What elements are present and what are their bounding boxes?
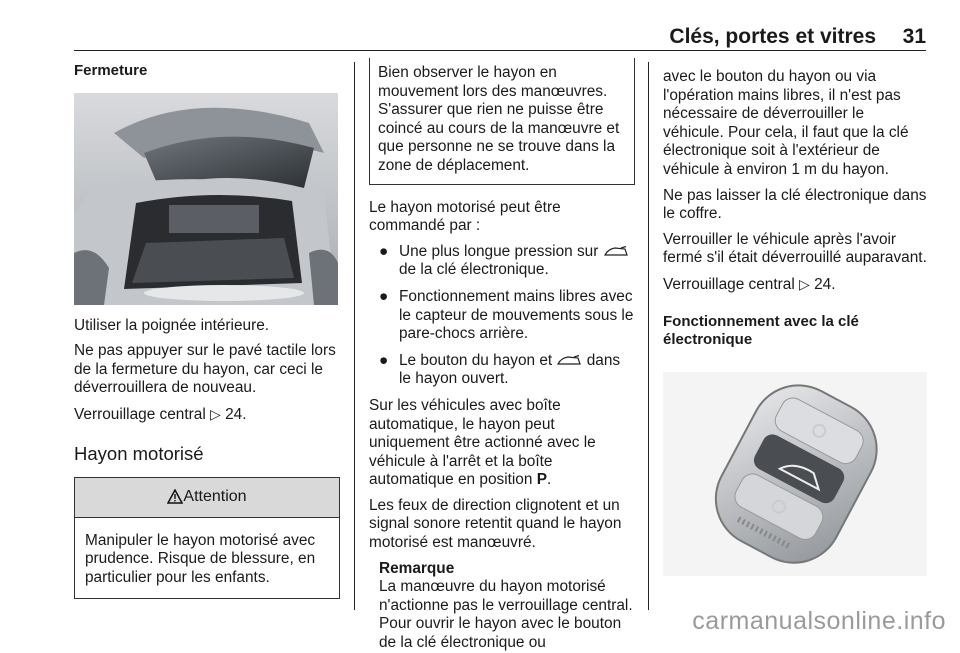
warning-header: [75, 477, 339, 518]
column-3: [663, 68, 929, 576]
note-text: La manœuvre du hayon motorisé n'actionne pas le verrouillage central. Pour ouvrir le hayon avec le bouton de la clé électronique ou: [379, 578, 633, 652]
column-divider: [648, 62, 649, 610]
warning-box: [74, 477, 340, 598]
warning-triangle-icon: [167, 489, 183, 504]
bullet-icon: ●: [379, 287, 389, 305]
note-block: [369, 560, 635, 653]
column-1: [74, 62, 340, 599]
warning-title: Attention: [183, 488, 247, 506]
section-subhead: Fermeture: [74, 62, 148, 79]
cross-reference: Verrouillage central ▷ 24.: [74, 405, 247, 423]
note-title: Remarque: [379, 559, 455, 577]
paragraph: Le hayon motorisé peut être commandé par :: [369, 198, 561, 235]
paragraph: Sur les véhicules avec boîte automatique, le hayon peut uniquement être actionné avec le véhicule à l'arrêt et la boîte automatique en position P.: [369, 396, 596, 489]
trunk-open-photo: [74, 93, 338, 305]
bullet-icon: ●: [379, 351, 389, 369]
section-subhead: Fonctionnement avec la clé électronique: [663, 312, 859, 349]
tailgate-icon: [603, 246, 629, 258]
page-ref-arrow-icon: ▷: [210, 405, 221, 422]
electronic-key-photo: [663, 372, 927, 576]
page-number: 31: [902, 25, 926, 48]
paragraph: Verrouiller le véhicule après l'avoir fermé s'il était déverrouillé auparavant.: [663, 230, 927, 267]
page-header: [74, 20, 926, 51]
chapter-title: Clés, portes et vitres: [669, 25, 876, 48]
bullet-list: [369, 243, 635, 389]
paragraph: Ne pas laisser la clé électronique dans le coffre.: [663, 186, 927, 223]
paragraph: avec le bouton du hayon ou via l'opération mains libres, il n'est pas nécessaire de déverrouiller le véhicule. Pour cela, il faut que la clé électronique soit à l'extérieur de véhicule à environ 1 m du hayon.: [663, 68, 909, 178]
paragraph: Les feux de direction clignotent et un signal sonore retentit quand le hayon motorisé est manœuvré.: [369, 496, 622, 552]
bullet-icon: ●: [379, 242, 389, 260]
column-2: [369, 62, 635, 653]
cross-reference: Verrouillage central ▷ 24.: [663, 275, 836, 293]
page-ref-arrow-icon: ▷: [799, 275, 810, 292]
section-heading: Hayon motorisé: [74, 442, 204, 464]
watermark: carmanualsonline.info: [692, 607, 946, 635]
trunk-illustration: [74, 93, 338, 305]
column-divider: [354, 62, 355, 610]
warning-box-continued: Bien observer le hayon en mouvement lors des manœuvres. S'assurer que rien ne puisse être coincé au cours de la manœuvre et que personne ne se trouve dans la zone de déplacement.: [369, 58, 635, 185]
tailgate-icon: [556, 355, 582, 367]
key-fob-illustration: [663, 372, 927, 576]
paragraph: Ne pas appuyer sur le pavé tactile lors de la fermeture du hayon, car ceci le déverrouillera de nouveau.: [74, 342, 336, 397]
list-item: ● Le bouton du hayon et dans le hayon ouvert.: [379, 351, 621, 388]
paragraph: Utiliser la poignée intérieure.: [74, 316, 270, 334]
warning-text: Manipuler le hayon motorisé avec prudence. Risque de blessure, en particulier pour les enfants.: [85, 531, 316, 586]
list-item: ● Une plus longue pression sur de la clé électronique.: [369, 243, 635, 280]
list-item: ● Fonctionnement mains libres avec le capteur de mouvements sous le pare-chocs arrière.: [379, 287, 634, 343]
